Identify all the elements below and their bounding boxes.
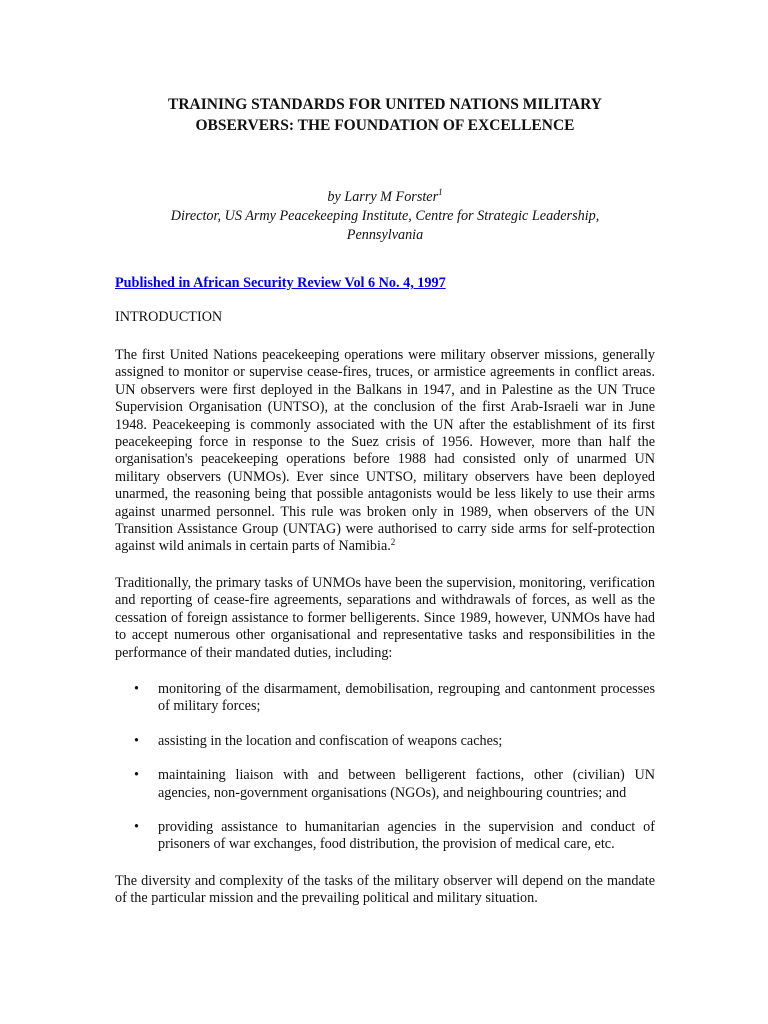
- publication-line: [115, 274, 655, 293]
- paragraph-2: Traditionally, the primary tasks of UNMOs have been the supervision, monitoring, verification and reporting of cease-fire agreements, separations and withdrawals of forces, as well as the cessation of foreign assistance to former belligerents. Since 1989, however, UNMOs have had to accept numerous other organisational and representative tasks and responsibilities in the performance of their mandated duties, including:: [115, 574, 655, 661]
- list-item: [115, 681, 655, 716]
- affiliation-line-2: Pennsylvania: [346, 227, 424, 243]
- title-line-2: OBSERVERS: THE FOUNDATION OF EXCELLENCE: [195, 117, 575, 134]
- list-item-text: assisting in the location and confiscation of weapons caches;: [158, 732, 503, 749]
- list-item-text: monitoring of the disarmament, demobilisation, regrouping and cantonment processes of military forces;: [158, 680, 655, 715]
- bullet-icon: •: [134, 732, 139, 749]
- byline: [115, 188, 655, 245]
- bullet-icon: •: [134, 767, 139, 784]
- list-item: [115, 819, 655, 854]
- task-list: [115, 681, 655, 854]
- list-item-text: maintaining liaison with and between belligerent factions, other (civilian) UN agencies, non-government organisations (NGOs), and neighbouring countries; and: [158, 767, 655, 801]
- author-line: [115, 188, 655, 207]
- section-heading: INTRODUCTION: [115, 309, 223, 325]
- paragraph-3: The diversity and complexity of the tasks of the military observer will depend on the mandate of the particular mission and the prevailing political and military situation.: [115, 872, 655, 907]
- publication-link[interactable]: Published in African Security Review Vol 6 No. 4, 1997: [115, 275, 446, 291]
- author-name: by Larry M Forster: [327, 189, 439, 205]
- list-item: [115, 733, 655, 750]
- list-item: [115, 767, 655, 802]
- paragraph-1-footnote-ref[interactable]: 2: [390, 537, 396, 548]
- bullet-icon: •: [134, 680, 139, 697]
- paragraph-1: [115, 347, 655, 556]
- affiliation-line-1: Director, US Army Peacekeeping Institute, Centre for Strategic Leadership,: [170, 208, 600, 224]
- document-title: [115, 94, 655, 136]
- title-line-1: TRAINING STANDARDS FOR UNITED NATIONS MILITARY: [168, 96, 602, 113]
- bullet-icon: •: [134, 818, 139, 835]
- paragraph-1-text: The first United Nations peacekeeping operations were military observer missions, generally assigned to monitor or supervise cease-fires, truces, or armistice agreements in conflict areas. UN observers were first deployed in the Balkans in 1947, and in Palestine as the UN Truce Supervision Organisation (UNTSO), at the conclusion of the first Arab-Israeli war in June 1948. Peacekeeping is commonly associated with the UN after the establishment of its first peacekeeping force in response to the Suez crisis of 1956. However, more than half the organisation's peacekeeping operations before 1988 had consisted only of unarmed UN military observers (UNMOs). Ever since UNTSO, military observers have been deployed unarmed, the reasoning being that possible antagonists would be less likely to use their arms against unarmed personnel. This rule was broken only in 1989, when observers of the UN Transition Assistance Group (UNTAG) were authorised to carry side arms for self-protection against wild animals in certain parts of Namibia.: [115, 347, 655, 555]
- document-page: [115, 0, 655, 908]
- author-footnote-ref[interactable]: 1: [438, 187, 443, 197]
- list-item-text: providing assistance to humanitarian agencies in the supervision and conduct of prisoners of war exchanges, food distribution, the provision of medical care, etc.: [158, 818, 655, 853]
